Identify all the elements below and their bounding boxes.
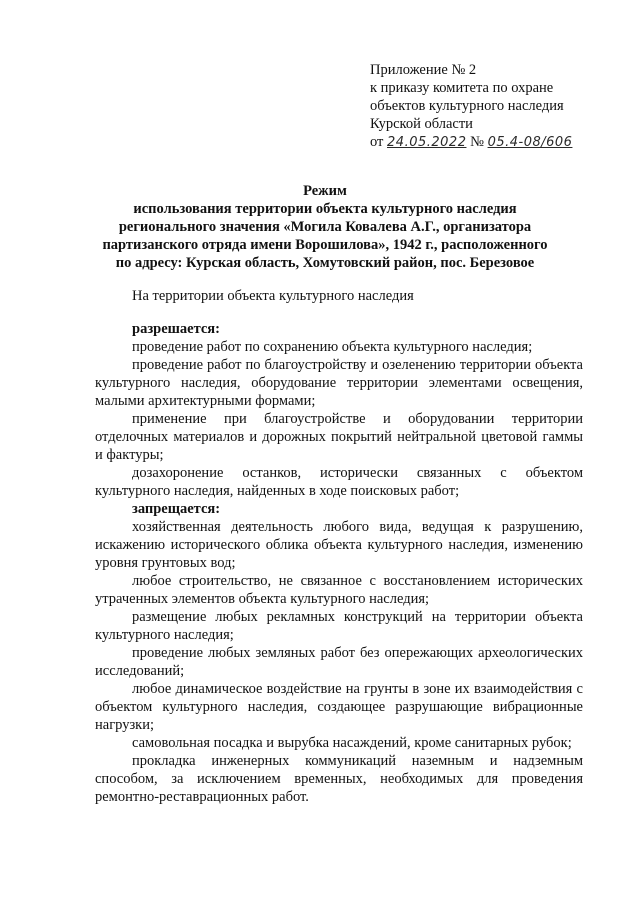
title-line-4: партизанского отряда имени Ворошилова», 1942 г., расположенного bbox=[102, 237, 548, 253]
title-line-5: по адресу: Курская область, Хомутовский район, пос. Березовое bbox=[115, 255, 535, 271]
annex-order-line: к приказу комитета по охране bbox=[370, 80, 554, 96]
forbidden-item: прокладка инженерных коммуникаций наземным и надземным способом, за исключением временных, необходимых для проведения ремонтно-реставрационных работ. bbox=[95, 753, 583, 805]
title-line-1: Режим bbox=[303, 183, 347, 199]
annex-title: Приложение № 2 bbox=[370, 62, 477, 78]
forbidden-item: размещение любых рекламных конструкций на территории объекта культурного наследия; bbox=[95, 609, 583, 643]
forbidden-item: проведение любых земляных работ без опережающих археологических исследований; bbox=[95, 645, 583, 679]
allowed-item: проведение работ по сохранению объекта культурного наследия; bbox=[132, 339, 533, 355]
annex-committee-line: объектов культурного наследия bbox=[370, 98, 564, 114]
allowed-item: применение при благоустройстве и оборудовании территории отделочных материалов и дорожных покрытий нейтральной цветовой гаммы и фактуры; bbox=[95, 411, 583, 463]
number-prefix: № bbox=[470, 134, 484, 150]
allowed-item: проведение работ по благоустройству и озеленению территории объекта культурного наследия, оборудование территории элементами освещения, малыми архитектурными формами; bbox=[95, 357, 583, 409]
annex-block bbox=[370, 61, 630, 152]
annex-region-line: Курской области bbox=[370, 116, 473, 132]
document-title bbox=[95, 182, 555, 272]
title-line-3: регионального значения «Могила Ковалева А.Г., организатора bbox=[118, 219, 532, 235]
date-prefix: от bbox=[370, 134, 384, 150]
intro-text: На территории объекта культурного наследия bbox=[132, 288, 414, 304]
forbidden-item: любое динамическое воздействие на грунты в зоне их взаимодействия с объектом культурного наследия, создающее разрушающие вибрационные нагрузки; bbox=[95, 681, 583, 733]
document-body bbox=[95, 320, 583, 806]
annex-date-line bbox=[370, 133, 630, 152]
forbidden-heading: запрещается: bbox=[132, 501, 221, 517]
forbidden-item: хозяйственная деятельность любого вида, ведущая к разрушению, искажению исторического облика объекта культурного наследия, изменению уровня грунтовых вод; bbox=[95, 519, 583, 571]
title-line-2: использования территории объекта культурного наследия bbox=[133, 201, 517, 217]
handwritten-number: 05.4-08/606 bbox=[487, 135, 573, 150]
forbidden-item: самовольная посадка и вырубка насаждений, кроме санитарных рубок; bbox=[132, 735, 572, 751]
handwritten-date: 24.05.2022 bbox=[387, 135, 467, 150]
allowed-item: дозахоронение останков, исторически связанных с объектом культурного наследия, найденных в ходе поисковых работ; bbox=[95, 465, 583, 499]
forbidden-item: любое строительство, не связанное с восстановлением исторических утраченных элементов объекта культурного наследия; bbox=[95, 573, 583, 607]
allowed-heading: разрешается: bbox=[132, 321, 220, 337]
